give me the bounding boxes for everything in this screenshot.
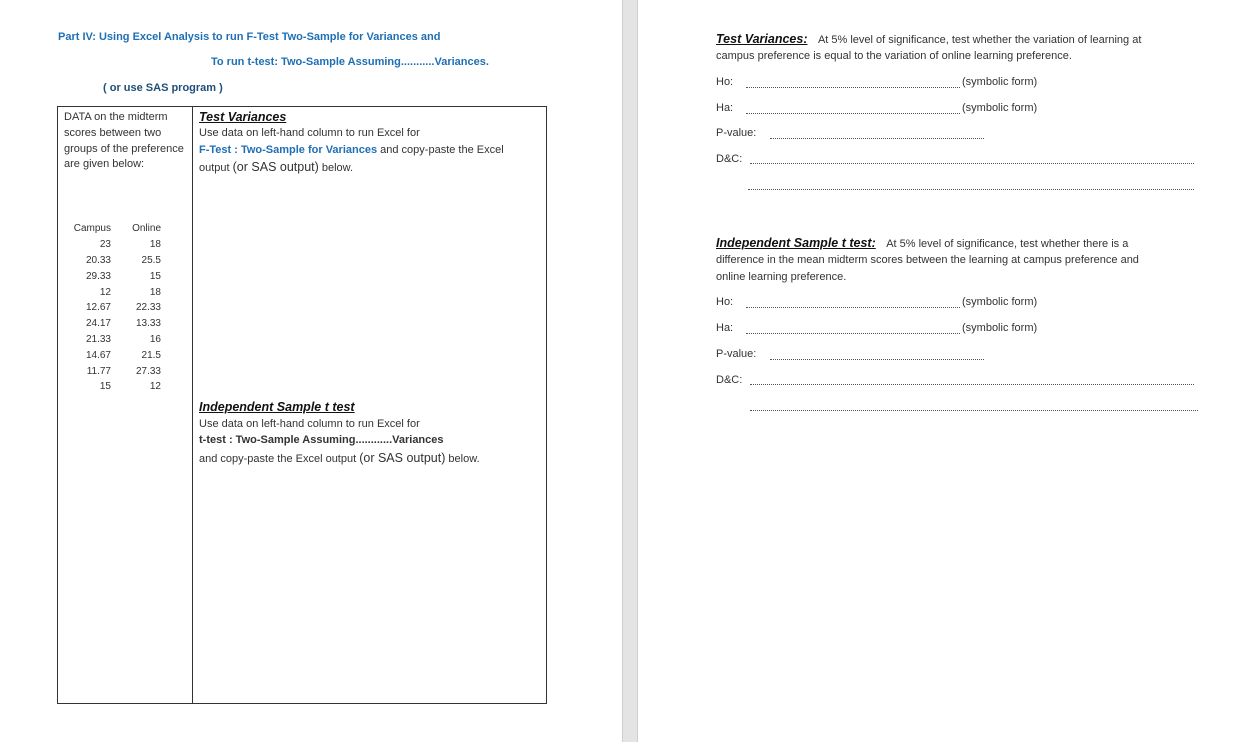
tv-intro <box>716 30 1141 48</box>
ist-text2: difference in the mean midterm scores between the learning at campus preference and <box>716 254 1139 266</box>
data-output-table <box>57 106 547 704</box>
ist-pvalue-label: P-value: <box>716 348 757 360</box>
ist-right-heading: Independent Sample t test: <box>716 236 876 250</box>
ist-ho-label: Ho: <box>716 296 734 308</box>
table-row: 12 18 <box>99 286 161 298</box>
ist-text1: At 5% level of significance, test whether there is a <box>886 238 1129 250</box>
table-header-row <box>64 221 161 237</box>
table-row: 24.17 13.33 <box>85 318 161 330</box>
tv-ha-label: Ha: <box>716 102 734 114</box>
table-row: 20.33 25.5 <box>85 254 161 266</box>
tv-dc-blank-1[interactable] <box>750 163 1194 164</box>
tv-text2: campus preference is equal to the variation of online learning preference. <box>716 50 1072 62</box>
t-test-title: To run t-test: Two-Sample Assuming...........Variances. <box>211 56 489 68</box>
tv-pvalue-label: P-value: <box>716 127 757 139</box>
ist-ha-label: Ha: <box>716 322 734 334</box>
ist-intro <box>716 234 1128 252</box>
sas-note: ( or use SAS program ) <box>103 82 223 94</box>
table-row: 23 18 <box>99 239 161 251</box>
it-line3: and copy-paste the Excel output (or SAS output) below. <box>199 451 480 465</box>
tv-dc-label: D&C: <box>716 153 743 165</box>
part-iv-title: Part IV: Using Excel Analysis to run F-Test Two-Sample for Variances and <box>58 31 441 43</box>
page-gutter <box>622 0 638 742</box>
tv-ho-blank[interactable] <box>746 87 960 88</box>
ist-dc-label: D&C: <box>716 374 743 386</box>
tv-line2: F-Test : Two-Sample for Variances and copy-paste the Excel <box>199 144 504 156</box>
right-page <box>638 0 1234 742</box>
it-line1: Use data on left-hand column to run Excel for <box>199 418 420 430</box>
tv-ha-blank[interactable] <box>746 113 960 114</box>
tv-text1: At 5% level of significance, test whether the variation of learning at <box>817 34 1142 46</box>
ist-ho-blank[interactable] <box>746 307 960 308</box>
tv-ha-symbolic: (symbolic form) <box>962 102 1038 114</box>
table-row: 11.77 27.33 <box>86 365 161 377</box>
ist-ho-symbolic: (symbolic form) <box>962 296 1038 308</box>
ist-ha-blank[interactable] <box>746 333 960 334</box>
midterm-scores-table <box>64 221 161 395</box>
tv-line1: Use data on left-hand column to run Excel for <box>199 127 420 139</box>
it-line2: t-test : Two-Sample Assuming............Variances <box>199 434 444 446</box>
independent-t-heading: Independent Sample t test <box>199 400 355 414</box>
test-variances-heading: Test Variances <box>199 110 287 124</box>
table-row: 15 12 <box>99 381 161 393</box>
tv-dc-blank-2[interactable] <box>748 189 1194 190</box>
table-row: 14.67 21.5 <box>85 349 161 361</box>
ist-dc-blank-1[interactable] <box>750 384 1194 385</box>
table-row: 29.33 15 <box>85 270 161 282</box>
data-description: DATA on the midterm scores between two groups of the preference are given below: <box>64 111 184 171</box>
ist-pvalue-blank[interactable] <box>770 359 984 360</box>
tv-right-heading: Test Variances: <box>716 32 808 46</box>
column-divider <box>192 107 193 703</box>
online-header: Online <box>132 223 161 235</box>
table-row: 12.67 22.33 <box>85 302 161 314</box>
table-row: 21.33 16 <box>85 333 161 345</box>
tv-ho-label: Ho: <box>716 76 734 88</box>
tv-pvalue-blank[interactable] <box>770 138 984 139</box>
tv-ho-symbolic: (symbolic form) <box>962 76 1038 88</box>
ist-dc-blank-2[interactable] <box>750 410 1198 411</box>
tv-line3: output (or SAS output) below. <box>199 160 354 174</box>
campus-header: Campus <box>73 223 111 235</box>
ist-text3: online learning preference. <box>716 271 847 283</box>
ist-ha-symbolic: (symbolic form) <box>962 322 1038 334</box>
